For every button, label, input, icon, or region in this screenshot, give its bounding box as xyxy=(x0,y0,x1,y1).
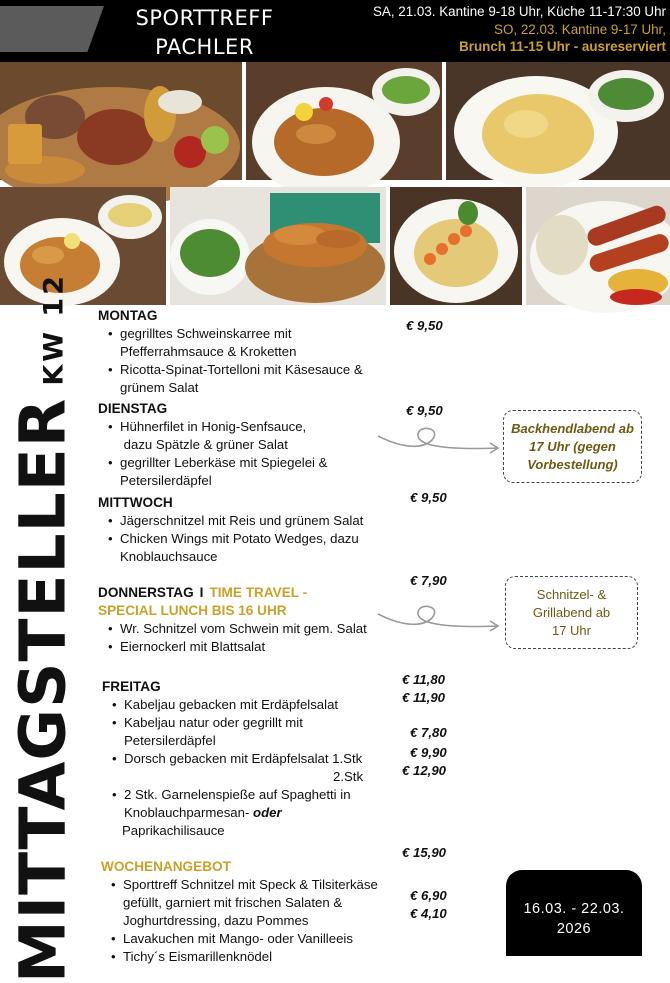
title-mittagsteller: MITTAGSTELLER xyxy=(6,397,80,983)
arrow-icon xyxy=(376,420,502,462)
photo-sausage-fries xyxy=(526,187,670,305)
price-dienstag: € 9,50 xyxy=(406,403,443,418)
photo-shrimp-spaghetti xyxy=(390,187,522,305)
day-label: MITTWOCH xyxy=(98,495,173,510)
list-item: • Kabeljau gebacken mit Erdäpfelsalat xyxy=(102,696,468,714)
note-schnitzel-grillabend: Schnitzel- & Grillabend ab 17 Uhr xyxy=(505,576,638,649)
list-item: • 2 Stk. Garnelenspieße auf Spaghetti in Knoblauchparmesan- oder Paprikachilisauce xyxy=(102,786,468,840)
special-label-2: SPECIAL LUNCH BIS 16 UHR xyxy=(98,603,287,618)
date-range: 16.03. - 22.03. xyxy=(523,901,625,917)
list-item: • gegrillter Leberkäse mit Spiegelei & Petersilerdäpfel xyxy=(98,454,468,490)
brand-name xyxy=(112,4,297,62)
list-item: • Eiernockerl mit Blattsalat xyxy=(98,638,468,656)
date-year: 2026 xyxy=(556,921,592,937)
opening-hours xyxy=(373,3,666,56)
list-item: • Wr. Schnitzel vom Schwein mit gem. Salat xyxy=(98,620,468,638)
list-item: • Sporttreff Schnitzel mit Speck & Tilsiterkäse gefüllt, garniert mit frischen Salaten & Joghurtdressing, dazu Pommes xyxy=(101,876,468,930)
date-range-badge xyxy=(506,870,642,956)
price-mittwoch: € 9,50 xyxy=(410,490,447,505)
price-freitag-4: € 12,90 xyxy=(402,763,446,778)
day-label: FREITAG xyxy=(102,679,161,694)
price-freitag-1: € 11,80 xyxy=(402,672,446,687)
price-montag: € 9,50 xyxy=(406,318,443,333)
list-item: • Ricotta-Spinat-Tortelloni mit Käsesauce & grünem Salat xyxy=(98,361,468,397)
note-backhendlabend: Backhendlabend ab 17 Uhr (gegen Vorbestellung) xyxy=(503,410,642,483)
photo-grill-platter xyxy=(0,62,242,180)
photo-schnitzel-plate xyxy=(246,62,442,180)
photo-kaesespaetzle xyxy=(446,62,670,180)
list-item: • Lavakuchen mit Mango- oder Vanilleeis xyxy=(101,930,468,948)
hours-brunch: Brunch 11-15 Uhr - ausreserviert xyxy=(459,39,666,54)
brand-line-1: SPORTTREFF xyxy=(135,6,274,30)
list-item: • gegrilltes Schweinskarree mit Pfefferrahmsauce & Kroketten xyxy=(98,325,468,361)
hours-sunday: SO, 22.03. Kantine 9-17 Uhr, xyxy=(494,21,666,37)
price-wochen-3: € 4,10 xyxy=(410,906,447,921)
price-freitag-3a: € 7,80 xyxy=(410,725,447,740)
photo-fried-chicken-basket xyxy=(170,187,386,305)
list-item: • Jägerschnitzel mit Reis und grünem Salat xyxy=(98,512,468,530)
list-item: • Chicken Wings mit Potato Wedges, dazu Knoblauchsauce xyxy=(98,530,468,566)
arrow-icon xyxy=(376,598,502,640)
price-wochen-1: € 15,90 xyxy=(402,845,446,860)
day-label: DONNERSTAG I TIME TRAVEL - xyxy=(98,585,308,600)
price-freitag-2: € 11,90 xyxy=(402,690,446,705)
title-week: KW 12 xyxy=(38,272,70,386)
list-item: • Hühnerfilet in Honig-Senfsauce, dazu Spätzle & grüner Salat xyxy=(98,418,468,454)
price-donnerstag: € 7,90 xyxy=(410,573,447,588)
header-bar xyxy=(0,0,670,62)
list-item: • Dorsch gebacken mit Erdäpfelsalat 1.Stk 2.Stk xyxy=(102,750,468,786)
hours-saturday: SA, 21.03. Kantine 9-18 Uhr, Küche 11-17:30 Uhr xyxy=(372,4,666,19)
section-label: WOCHENANGEBOT xyxy=(101,859,231,874)
list-item: • Tichy´s Eismarillenknödel xyxy=(101,948,468,966)
list-item: • Kabeljau natur oder gegrillt mit Petersilerdäpfel xyxy=(102,714,468,750)
vertical-title xyxy=(6,272,80,983)
brand-line-2: PACHLER xyxy=(155,35,254,59)
day-label: MONTAG xyxy=(98,308,158,323)
price-wochen-2: € 6,90 xyxy=(410,888,447,903)
special-label-1: TIME TRAVEL - xyxy=(209,585,308,600)
day-label: DIENSTAG xyxy=(98,401,168,416)
header-grey-slant xyxy=(0,6,104,52)
price-freitag-3b: € 9,90 xyxy=(410,745,447,760)
